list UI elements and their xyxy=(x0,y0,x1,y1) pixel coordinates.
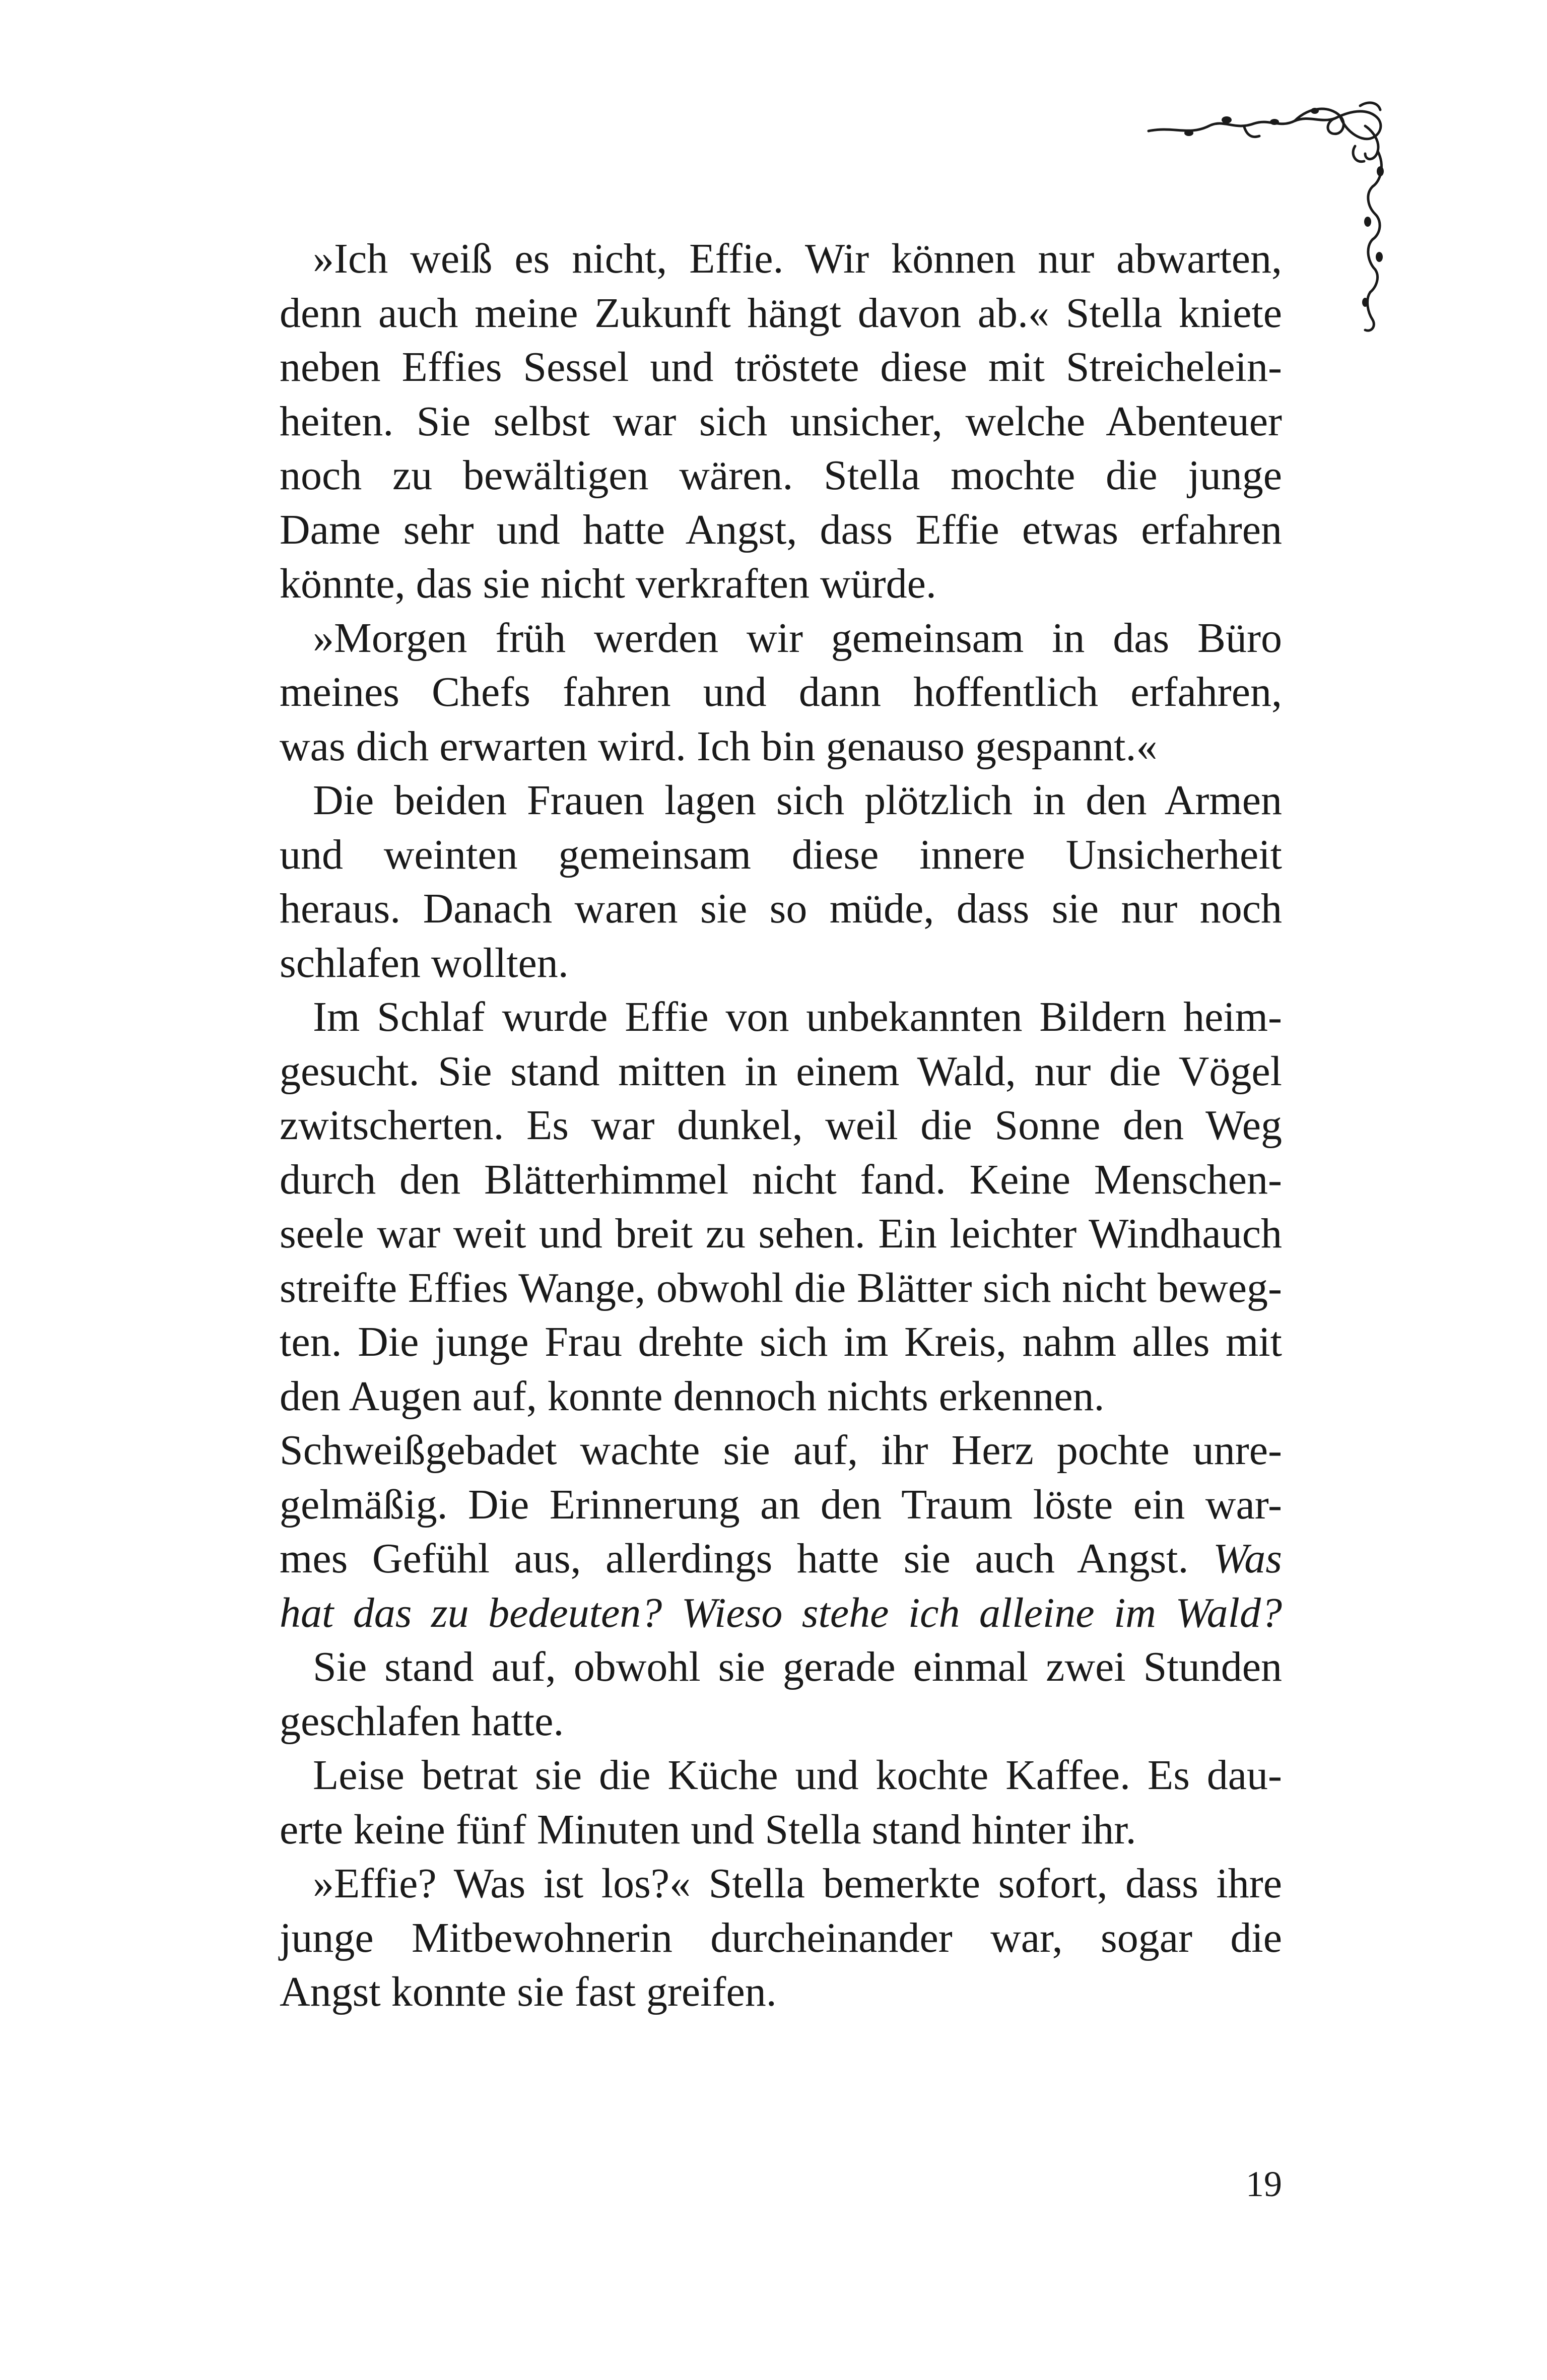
text-line: denn auch meine Zukunft hängt davon ab.« Stella kniete xyxy=(280,289,1282,337)
text-line: schlafen wollten. xyxy=(280,939,569,986)
text-line: zwitscherten. Es war dunkel, weil die Sonne den Weg xyxy=(280,1102,1282,1149)
paragraph-1 xyxy=(280,232,1282,611)
text-line: könnte, das sie nicht verkraften würde. xyxy=(280,560,936,607)
text-line: »Morgen früh werden wir gemeinsam in das Büro xyxy=(313,614,1282,662)
text-line: den Augen auf, konnte dennoch nichts erkennen. xyxy=(280,1372,1105,1420)
text-line: Schweißgebadet wachte sie auf, ihr Herz pochte unre- xyxy=(280,1427,1282,1474)
paragraph-6 xyxy=(280,1748,1282,1857)
text-line: noch zu bewältigen wären. Stella mochte die junge xyxy=(280,452,1282,499)
text-line-italic xyxy=(280,1586,1282,1640)
text-line: Im Schlaf wurde Effie von unbekannten Bildern heim- xyxy=(313,994,1282,1040)
text-line: seele war weit und breit zu sehen. Ein leichter Windhauch xyxy=(280,1210,1282,1257)
text-line: gelmäßig. Die Erinnerung an den Traum löste ein war- xyxy=(280,1481,1282,1528)
body-text xyxy=(280,232,1282,2019)
text-line: was dich erwarten wird. Ich bin genauso gespannt.« xyxy=(280,722,1158,770)
text-line-mixed xyxy=(280,1532,1282,1586)
text-line: geschlafen hatte. xyxy=(280,1697,564,1745)
text-line: durch den Blätterhimmel nicht fand. Keine Menschen- xyxy=(280,1156,1282,1203)
paragraph-2 xyxy=(280,611,1282,774)
paragraph-5 xyxy=(280,1640,1282,1748)
text-line: meines Chefs fahren und dann hoffentlich erfahren, xyxy=(280,669,1282,715)
text-line: Leise betrat sie die Küche und kochte Kaffee. Es dau- xyxy=(313,1752,1282,1799)
paragraph-3 xyxy=(280,773,1282,990)
text-line: Die beiden Frauen lagen sich plötzlich in den Armen xyxy=(313,777,1282,824)
text-line: heraus. Danach waren sie so müde, dass sie nur noch xyxy=(280,885,1282,932)
text-line: heiten. Sie selbst war sich unsicher, welche Abenteuer xyxy=(280,398,1282,445)
text-run: mes Gefühl aus, allerdings hatte sie auch Angst. xyxy=(280,1535,1189,1582)
text-line: erte keine fünf Minuten und Stella stand hinter ihr. xyxy=(280,1806,1136,1853)
text-line: »Effie? Was ist los?« Stella bemerkte sofort, dass ihre xyxy=(313,1860,1282,1907)
text-line: »Ich weiß es nicht, Effie. Wir können nur abwarten, xyxy=(313,235,1282,282)
italic-run: hat das zu bedeuten? Wieso stehe ich alleine im Wald? xyxy=(280,1589,1282,1636)
text-line: und weinten gemeinsam diese innere Unsicherheit xyxy=(280,831,1282,878)
text-line: ten. Die junge Frau drehte sich im Kreis, nahm alles mit xyxy=(280,1318,1282,1365)
paragraph-7 xyxy=(280,1857,1282,2019)
text-line: gesucht. Sie stand mitten in einem Wald, nur die Vögel xyxy=(280,1047,1282,1095)
text-line: streifte Effies Wange, obwohl die Blätter sich nicht beweg- xyxy=(280,1264,1282,1311)
paragraph-4 xyxy=(280,990,1282,1640)
text-line: junge Mitbewohnerin durcheinander war, sogar die xyxy=(280,1914,1282,1961)
text-line: Angst konnte sie fast greifen. xyxy=(280,1968,777,2015)
text-line: neben Effies Sessel und tröstete diese mit Streichelein- xyxy=(280,344,1282,390)
page-number: 19 xyxy=(1246,2164,1282,2204)
text-line: Sie stand auf, obwohl sie gerade einmal zwei Stunden xyxy=(313,1643,1282,1690)
text-line: Dame sehr und hatte Angst, dass Effie etwas erfahren xyxy=(280,506,1282,553)
italic-run: Was xyxy=(1213,1535,1282,1582)
